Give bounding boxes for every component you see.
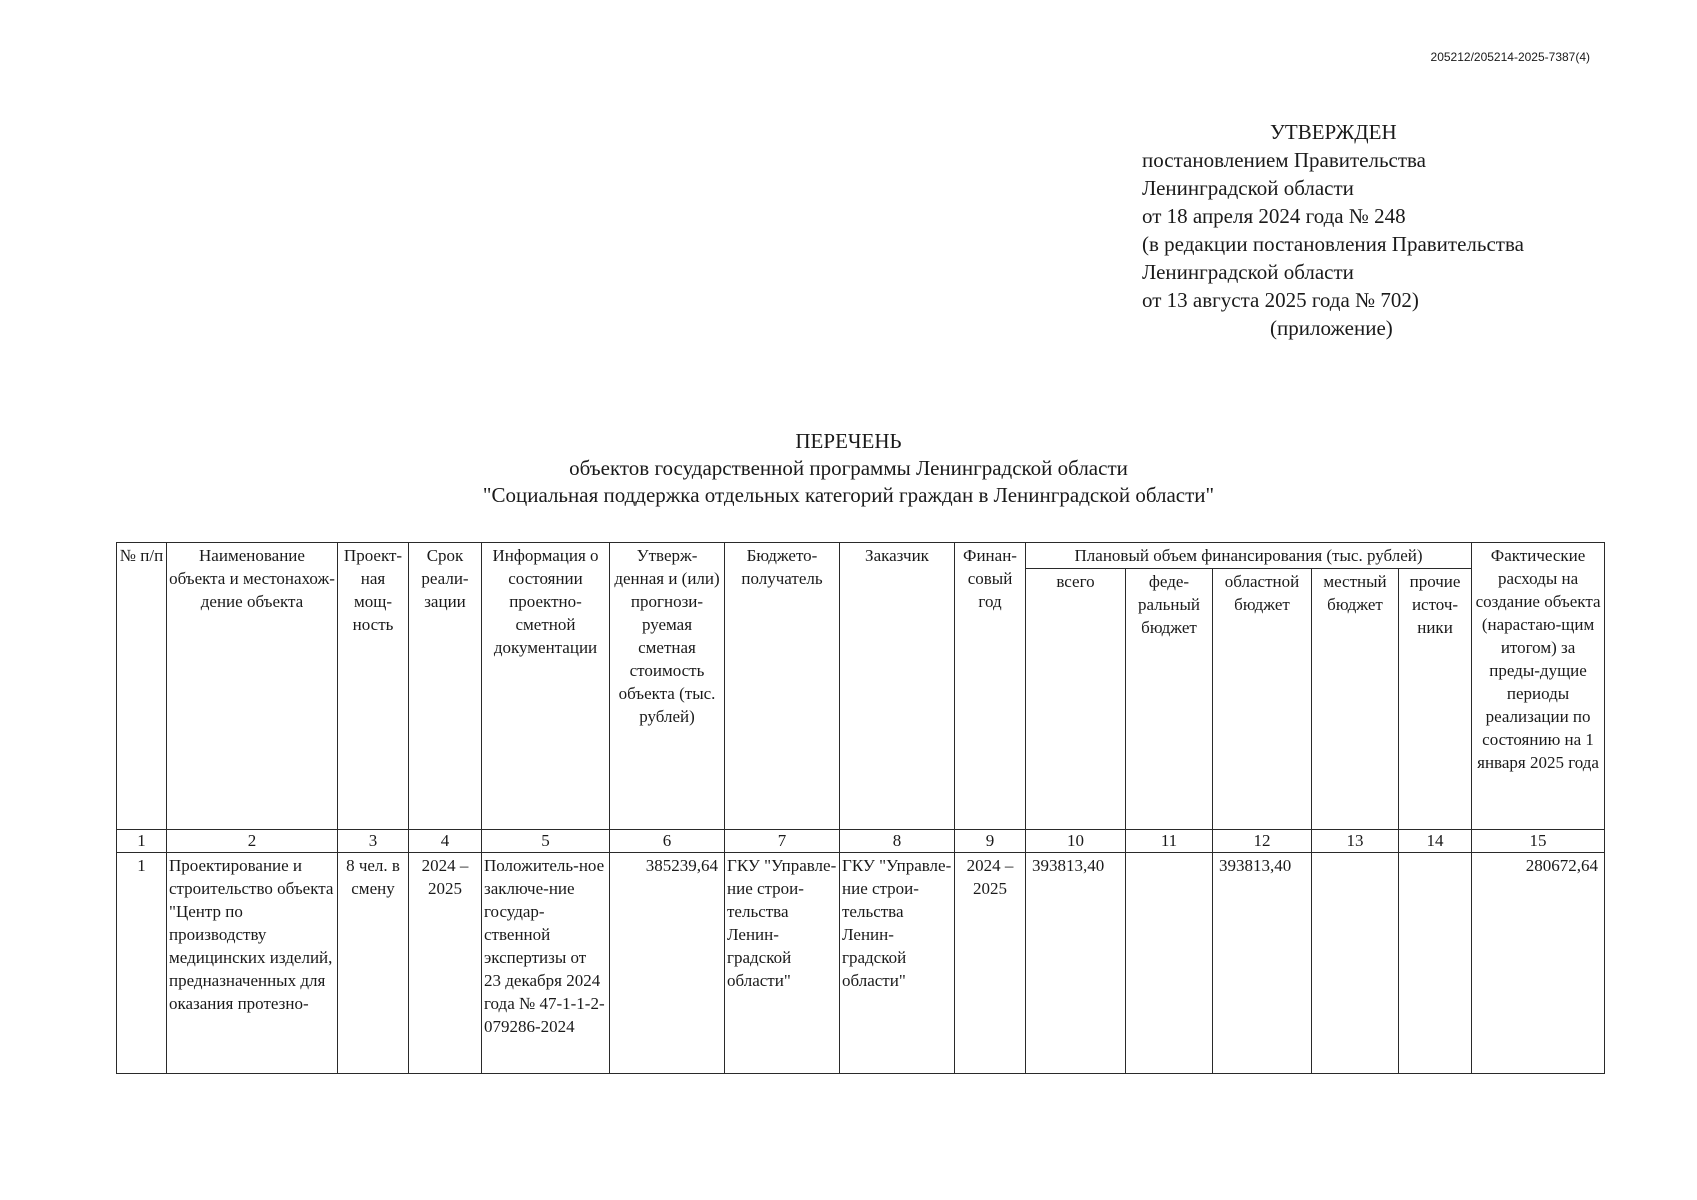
approval-line: постановлением Правительства — [1142, 148, 1427, 172]
column-number: 12 — [1213, 830, 1312, 853]
document-heading — [0, 428, 1697, 509]
approval-line: от 13 августа 2025 года № 702) — [1142, 288, 1419, 312]
approval-line: Ленинградской области — [1142, 260, 1354, 284]
objects-table — [116, 542, 1605, 1074]
approval-block — [1142, 118, 1524, 342]
column-number: 1 — [117, 830, 167, 853]
row-budget-recipient: ГКУ "Управле-ние строи-тельства Ленин-градской области" — [725, 853, 840, 1074]
column-number: 11 — [1126, 830, 1213, 853]
header-row — [117, 543, 1605, 569]
table-row — [117, 853, 1605, 1074]
header-object-name: Наименование объекта и местонахож-дение объекта — [167, 543, 338, 830]
approval-title: УТВЕРЖДЕН — [1270, 120, 1397, 144]
column-number: 14 — [1399, 830, 1472, 853]
header-period: Срок реали-зации — [409, 543, 482, 830]
row-period: 2024 – 2025 — [409, 853, 482, 1074]
column-number: 15 — [1472, 830, 1605, 853]
header-total: всего — [1026, 569, 1126, 830]
heading-subtitle: объектов государственной программы Ленинградской области — [569, 456, 1128, 480]
row-financial-year: 2024 – 2025 — [955, 853, 1026, 1074]
column-number: 6 — [610, 830, 725, 853]
header-other-sources: прочие источ-ники — [1399, 569, 1472, 830]
column-number: 5 — [482, 830, 610, 853]
row-number: 1 — [117, 853, 167, 1074]
column-number: 4 — [409, 830, 482, 853]
row-customer: ГКУ "Управле-ние строи-тельства Ленин-градской области" — [840, 853, 955, 1074]
row-local-budget — [1312, 853, 1399, 1074]
column-number: 2 — [167, 830, 338, 853]
header-customer: Заказчик — [840, 543, 955, 830]
header-capacity: Проект-ная мощ-ность — [338, 543, 409, 830]
header-budget-recipient: Бюджето-получатель — [725, 543, 840, 830]
column-number: 9 — [955, 830, 1026, 853]
header-number: № п/п — [117, 543, 167, 830]
column-number: 8 — [840, 830, 955, 853]
header-planned-financing: Плановый объем финансирования (тыс. рублей) — [1026, 543, 1472, 569]
column-number: 3 — [338, 830, 409, 853]
approval-line: (в редакции постановления Правительства — [1142, 232, 1524, 256]
header-estimated-cost: Утверж-денная и (или) прогнози-руемая сметная стоимость объекта (тыс. рублей) — [610, 543, 725, 830]
header-local-budget: местный бюджет — [1312, 569, 1399, 830]
row-total: 393813,40 — [1026, 853, 1126, 1074]
approval-line: Ленинградской области — [1142, 176, 1354, 200]
column-number: 7 — [725, 830, 840, 853]
row-regional-budget: 393813,40 — [1213, 853, 1312, 1074]
header-financial-year: Финан-совый год — [955, 543, 1026, 830]
header-actual-expenses: Фактические расходы на создание объекта (нарастаю-щим итогом) за преды-дущие периоды реализации по состоянию на 1 января 2025 года — [1472, 543, 1605, 830]
row-federal-budget — [1126, 853, 1213, 1074]
header-design-docs: Информация о состоянии проектно-сметной документации — [482, 543, 610, 830]
header-regional-budget: областной бюджет — [1213, 569, 1312, 830]
row-actual-expenses: 280672,64 — [1472, 853, 1605, 1074]
column-number: 10 — [1026, 830, 1126, 853]
row-object-name: Проектирование и строительство объекта "Центр по производству медицинских изделий, предназначенных для оказания протезно- — [167, 853, 338, 1074]
approval-annex-label: (приложение) — [1270, 316, 1393, 340]
heading-program-name: "Социальная поддержка отдельных категорий граждан в Ленинградской области" — [482, 483, 1215, 507]
row-estimated-cost: 385239,64 — [610, 853, 725, 1074]
approval-line: от 18 апреля 2024 года № 248 — [1142, 204, 1406, 228]
row-design-docs: Положитель-ное заключе-ние государ-ственной экспертизы от 23 декабря 2024 года № 47-1-1-2-079286-2024 — [482, 853, 610, 1074]
document-code: 205212/205214-2025-7387(4) — [1430, 50, 1590, 64]
row-capacity: 8 чел. в смену — [338, 853, 409, 1074]
column-number: 13 — [1312, 830, 1399, 853]
heading-title: ПЕРЕЧЕНЬ — [795, 429, 902, 453]
row-other-sources — [1399, 853, 1472, 1074]
header-federal-budget: феде-ральный бюджет — [1126, 569, 1213, 830]
column-number-row — [117, 830, 1605, 853]
